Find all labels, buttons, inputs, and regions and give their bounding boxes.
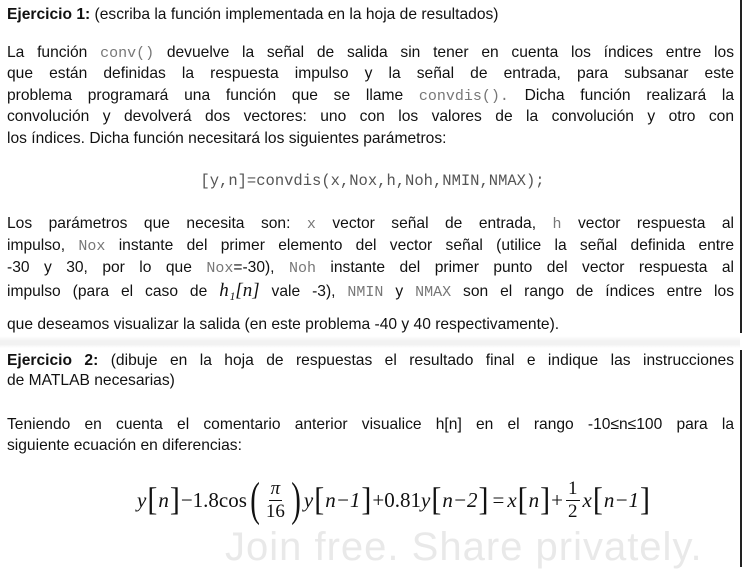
eq-term: n−1 (603, 487, 639, 512)
exercise-2-subtitle-cont: de MATLAB necesarias) (7, 372, 175, 389)
paragraph-line (7, 107, 734, 127)
inline-code: NMIN (347, 284, 384, 301)
watermark-band (0, 336, 740, 348)
eq-term: x (507, 487, 517, 512)
paragraph-line (7, 43, 734, 64)
difference-equation: y [ n ] −1.8cos ( $\frac{\pi}{16}$ ) y [ n−1 ] +0.81 y [ n−2 ] = x [ n ] + $\frac{1}{2}$ x [ n−1 ] (137, 473, 650, 526)
text-segment: Dicha función realizará la (508, 87, 735, 104)
text-segment: los índices. Dicha función necesitará los siguientes parámetros: (7, 130, 447, 147)
exercise-1-subtitle: (escriba la función implementada en la hoja de resultados) (90, 6, 499, 23)
eq-term: + (551, 487, 563, 512)
inline-code: h (552, 216, 562, 233)
paragraph-line (7, 129, 734, 149)
inline-code: conv() (100, 45, 155, 62)
text-segment: problema programará una función que se llame (7, 87, 419, 104)
exercise-2-subtitle: (dibuje en la hoja de respuestas el resultado final e indique las instrucciones (98, 352, 735, 369)
text-segment: que deseamos visualizar la salida (en este problema -40 y 40 respectivamente). (7, 316, 560, 333)
inline-code: Nox (206, 260, 234, 277)
inline-code: Noh (288, 260, 316, 277)
exercise-2-title: Ejercicio 2: (7, 352, 99, 369)
eq-term: x (582, 487, 592, 512)
eq-term: π (270, 477, 281, 499)
paragraph-line (7, 236, 734, 257)
text-segment: instante del primer punto del vector respuesta al (315, 259, 734, 276)
eq-term: y (420, 487, 431, 512)
text-segment: Los parámetros que necesita son: (7, 215, 307, 232)
eq-term: 16 (265, 500, 285, 522)
eq-term: n (158, 487, 169, 512)
paragraph-line (7, 214, 734, 235)
text-segment: La función (7, 44, 101, 61)
right-border (740, 350, 742, 567)
paragraph-line (7, 258, 734, 279)
eq-term: y (303, 487, 314, 512)
text-segment: impulso, (7, 237, 79, 254)
inline-code: NMAX (415, 284, 452, 301)
exercise-1-heading (7, 5, 734, 25)
eq-term: −1.8cos (180, 487, 247, 512)
text-segment: instante del primer elemento del vector señal (utilice la señal definida entre (105, 237, 734, 254)
text-segment: impulso (para el caso de (7, 283, 220, 300)
text-segment: vale -3), (259, 283, 348, 300)
text-segment: convolución y devolverá dos vectores: uno con los valores de la convolución y otro con (7, 108, 734, 125)
eq-term: n−1 (325, 487, 361, 512)
right-border (740, 0, 742, 333)
paragraph-line (7, 281, 734, 303)
eq-term: y (137, 487, 147, 512)
text-segment: y (383, 283, 416, 300)
inline-code: x (306, 216, 316, 233)
watermark: Join free. Share privately. (225, 525, 703, 569)
eq-term: = (492, 487, 505, 512)
eq-term: n (528, 487, 540, 512)
paragraph-line (7, 315, 734, 335)
text-segment: que están definidas la respuesta impulso y la señal de entrada, para subsanar este (7, 65, 734, 82)
function-signature-code: [y,n]=convdis(x,Nox,h,Noh,NMIN,NMAX); (200, 172, 545, 190)
eq-term: 1 (568, 477, 578, 499)
eq-term: 2 (568, 500, 578, 522)
text-segment: =-30), (233, 259, 289, 276)
paragraph-line (7, 86, 734, 107)
text-segment: vector respuesta al (561, 215, 734, 232)
exercise-2-text-line: Teniendo en cuenta el comentario anterior visualice h[n] en el rango -10≤n≤100 para la (7, 416, 734, 433)
text-segment: son el rango de índices entre los (451, 283, 734, 300)
text-segment: devuelve la señal de salida sin tener en cuenta los índices entre los (154, 44, 734, 61)
exercise-1-title: Ejercicio 1: (7, 6, 91, 23)
text-segment: vector señal de entrada, (315, 215, 553, 232)
eq-term: n−2 (442, 487, 478, 512)
exercise-2-heading (7, 351, 734, 371)
exercise-2-text-line: siguiente ecuación en diferencias: (7, 437, 242, 454)
inline-code: Nox (78, 238, 106, 255)
inline-math: h₁[n] (219, 280, 260, 301)
paragraph-line (7, 64, 734, 84)
eq-term: +0.81 (372, 487, 421, 512)
text-segment: -30 y 30, por lo que (7, 259, 207, 276)
inline-code: convdis(). (418, 88, 509, 105)
